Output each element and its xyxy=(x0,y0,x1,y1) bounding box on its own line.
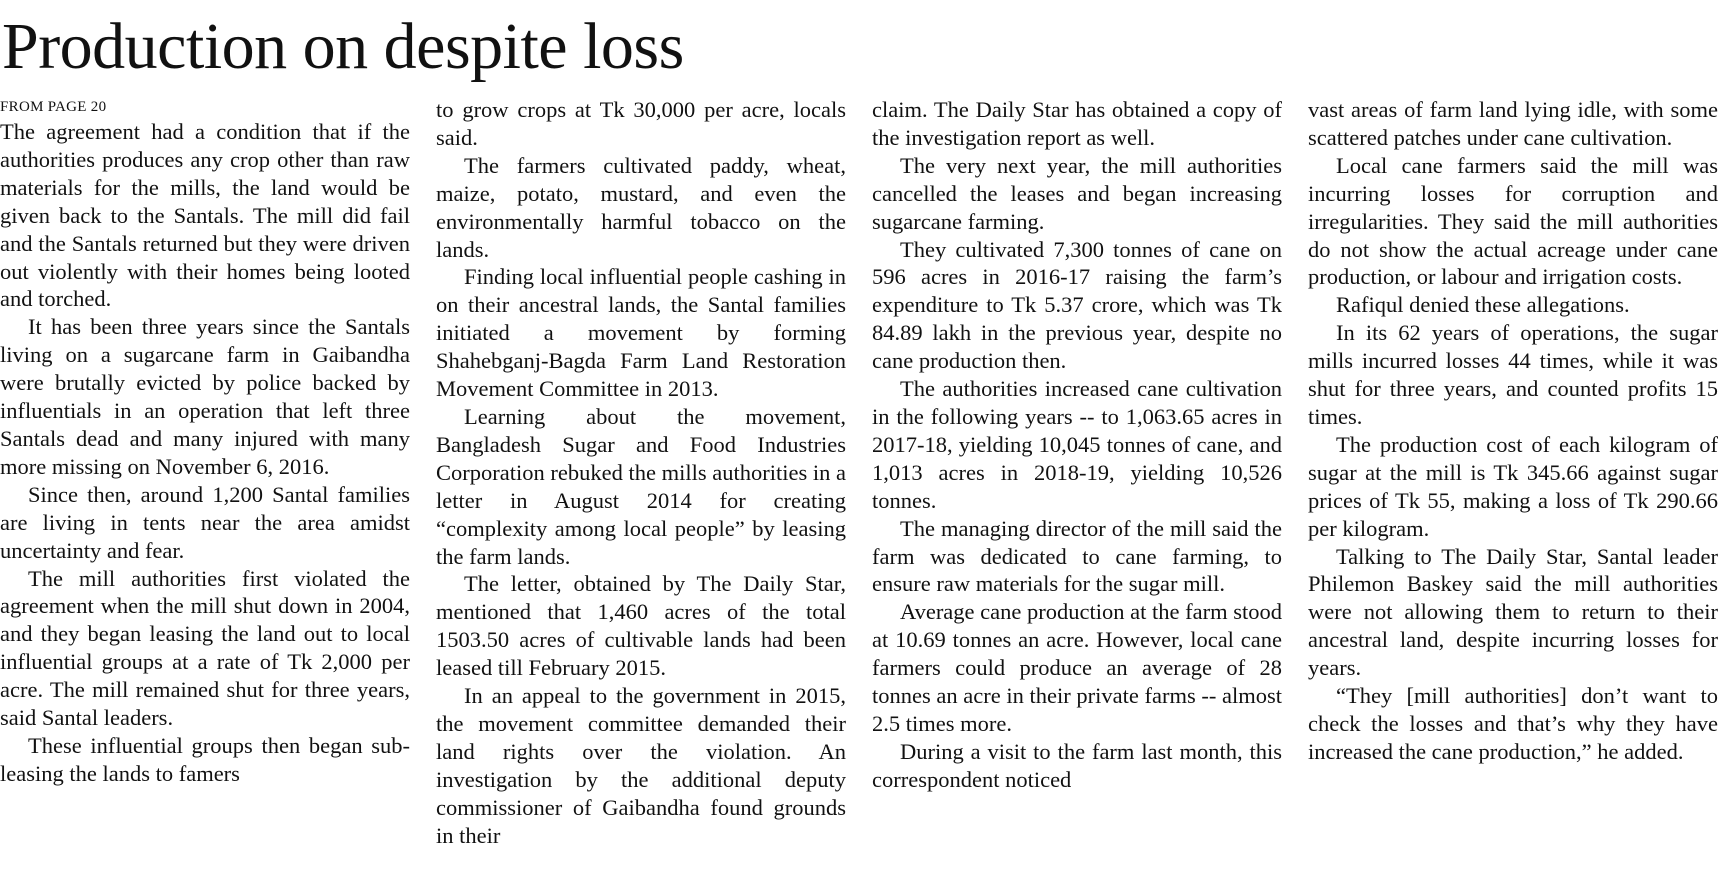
article-column-4 xyxy=(1308,96,1718,886)
paragraph: The mill authorities first violated the agreement when the mill shut down in 2004, and they began leasing the land out to local influential groups at a rate of Tk 2,000 per acre. The mill remained shut for three years, said Santal leaders. xyxy=(0,565,410,731)
paragraph: vast areas of farm land lying idle, with some scattered patches under cane cultivation. xyxy=(1308,97,1718,150)
paragraph: The agreement had a condition that if the authorities produces any crop other than raw materials for the mills, the land would be given back to the Santals. The mill did fail and the Santals returned but they were driven out violently with their homes being looted and torched. xyxy=(0,119,410,312)
paragraph: The managing director of the mill said the farm was dedicated to cane farming, to ensure raw materials for the sugar mill. xyxy=(872,515,1282,597)
paragraph: Average cane production at the farm stood at 10.69 tonnes an acre. However, local cane farmers could produce an average of 28 tonnes an acre in their private farms -- almost 2.5 times more. xyxy=(872,599,1282,736)
paragraph: Finding local influential people cashing in on their ancestral lands, the Santal families initiated a movement by forming Shahebganj-Bagda Farm Land Restoration Movement Committee in 2013. xyxy=(436,264,846,402)
paragraph: Since then, around 1,200 Santal families are living in tents near the area amidst uncertainty and fear. xyxy=(0,481,410,563)
from-page-label: FROM PAGE 20 xyxy=(0,99,107,115)
paragraph: claim. The Daily Star has obtained a copy of the investigation report as well. xyxy=(872,97,1282,150)
paragraph: During a visit to the farm last month, this correspondent noticed xyxy=(872,738,1282,792)
headline: Production on despite loss xyxy=(2,10,684,83)
paragraph: to grow crops at Tk 30,000 per acre, locals said. xyxy=(436,97,846,150)
paragraph: The very next year, the mill authorities cancelled the leases and began increasing sugarcane farming. xyxy=(872,152,1282,234)
paragraph: Talking to The Daily Star, Santal leader Philemon Baskey said the mill authorities were not allowing them to return to their ancestral land, despite incurring losses for years. xyxy=(1308,543,1718,681)
article-column-2 xyxy=(436,96,846,886)
paragraph: The farmers cultivated paddy, wheat, maize, potato, mustard, and even the environmentally harmful tobacco on the lands. xyxy=(436,152,846,262)
article-columns xyxy=(0,96,1718,886)
paragraph: The letter, obtained by The Daily Star, mentioned that 1,460 acres of the total 1503.50 acres of cultivable lands had been leased till February 2015. xyxy=(436,571,846,681)
paragraph: “They [mill authorities] don’t want to check the losses and that’s why they have increased the cane production,” he added. xyxy=(1308,683,1718,764)
paragraph: It has been three years since the Santals living on a sugarcane farm in Gaibandha were brutally evicted by police backed by influentials in an operation that left three Santals dead and many injured with many more missing on November 6, 2016. xyxy=(0,314,410,479)
paragraph: The production cost of each kilogram of sugar at the mill is Tk 345.66 against sugar prices of Tk 55, making a loss of Tk 290.66 per kilogram. xyxy=(1308,431,1718,541)
paragraph: These influential groups then began sub-leasing the lands to famers xyxy=(0,732,410,786)
paragraph: Rafiqul denied these allegations. xyxy=(1336,292,1630,318)
article-column-3 xyxy=(872,96,1282,886)
article-column-1 xyxy=(0,96,410,886)
paragraph: The authorities increased cane cultivation in the following years -- to 1,063.65 acres in 2017-18, yielding 10,045 tonnes of cane, and 1,013 acres in 2018-19, yielding 10,526 tonnes. xyxy=(872,376,1282,513)
paragraph: In an appeal to the government in 2015, the movement committee demanded their land rights over the violation. An investigation by the additional deputy commissioner of Gaibandha found grounds in their xyxy=(436,683,846,848)
paragraph: Learning about the movement, Bangladesh Sugar and Food Industries Corporation rebuked the mills authorities in a letter in August 2014 for creating “complexity among local people” by leasing the farm lands. xyxy=(436,403,846,569)
paragraph: In its 62 years of operations, the sugar mills incurred losses 44 times, while it was shut for three years, and counted profits 15 times. xyxy=(1308,320,1718,429)
paragraph: Local cane farmers said the mill was incurring losses for corruption and irregularities. They said the mill authorities do not show the actual acreage under cane production, or labour and irrigation costs. xyxy=(1308,152,1718,290)
paragraph: They cultivated 7,300 tonnes of cane on 596 acres in 2016-17 raising the farm’s expenditure to Tk 5.37 crore, which was Tk 84.89 lakh in the previous year, despite no cane production then. xyxy=(872,236,1282,374)
